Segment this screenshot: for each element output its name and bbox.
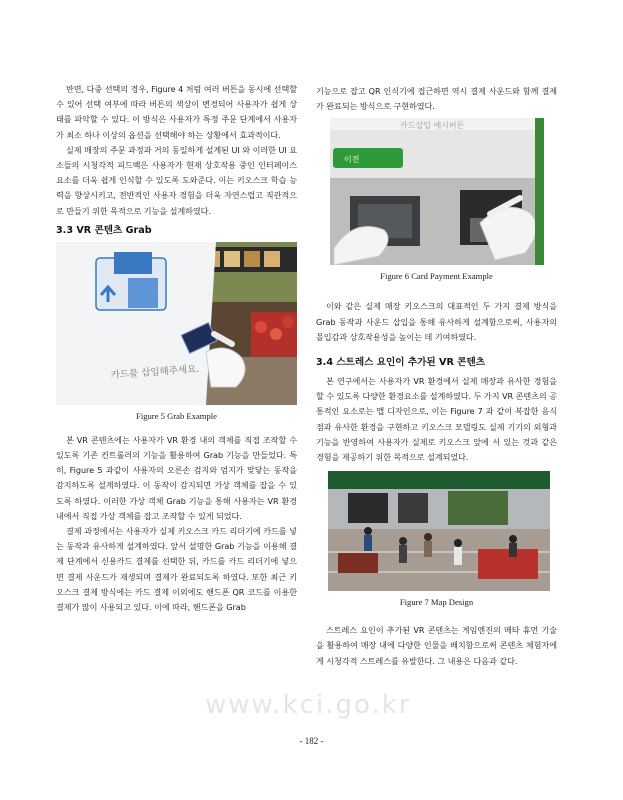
section-heading-3-4: 3.4 스트레스 요인이 추가된 VR 콘텐츠 (316, 357, 485, 369)
figure-7-caption: Figure 7 Map Design (399, 597, 474, 608)
body-paragraph: 이와 같은 실제 매장 키오스크의 대표적인 두 가지 결제 방식을 Grab 동작과 사운드 삽입을 통해 유사하게 설계함으로써, 사용자의 몰입감과 상호작용성을 높이는 데 기여하였다. (316, 301, 557, 342)
body-paragraph: 반면, 다중 선택의 경우, Figure 4 처럼 여러 버튼을 동시에 선택할 수 있어 선택 여부에 따라 버튼의 색상이 변경되어 사용자가 쉽게 상태를 파악할 수 있다. 이 방식은 사용자가 특정 주문 단계에서 사용자가 최소 하나 이상의 옵션을 선택해야 하는 상황에서 효과적이다. (56, 84, 297, 140)
watermark: www.kci.go.kr (205, 690, 412, 720)
body-paragraph: 본 연구에서는 사용자가 VR 환경에서 실제 매장과 유사한 경험을 할 수 있도록 다양한 환경요소를 설계하였다. 두 가지 VR 콘텐츠의 공통적인 요소로는 맵 디자인으로, 이는 Figure 7 과 같이 복잡한 음식점과 유사한 환경을 구현하고 키오스크 모델링도 실제 기기의 외형과 기능을 반영하여 사용자가 실제로 키오스크 앞에 서 있는 것과 같은 경험을 제공하기 위한 목적으로 설계되었다. (316, 376, 557, 463)
right-column (316, 84, 557, 669)
figure-7-image (328, 471, 550, 591)
figure-5-card-text: 카드를 삽입해주세요. (110, 363, 200, 381)
body-paragraph: 기능으로 잡고 QR 인식기에 접근하면 역시 결제 사운드와 함께 결제가 완료되는 방식으로 구현하였다. (316, 86, 557, 112)
figure-5-caption: Figure 5 Grab Example (136, 410, 217, 421)
figure-5-illustration (56, 242, 297, 405)
left-column (56, 82, 297, 615)
body-paragraph: 본 VR 콘텐츠에는 사용자가 VR 환경 내의 객체를 직접 조작할 수 있도록 기존 컨트롤러의 기능을 활용하여 Grab 기능을 만들었다. 특히, Figure 5 과같이 사용자의 오른손 검지와 엄지가 맞닿는 동작을 감지하도록 설계하였다. 이 동작이 감지되면 가상 객체를 잡을 수 있도록 하였다. 이러한 가상 객체 Grab 기능을 통해 사용자는 VR 환경 내에서 직접 가상 객체를 잡고 조작할 수 있게 되었다. (56, 434, 297, 521)
figure-7-illustration (328, 471, 550, 591)
body-paragraph: 실제 매장의 주문 과정과 거의 동일하게 설계된 UI 와 이러한 UI 요소들의 시청각적 피드백은 사용자가 현재 상호작용 중인 인터페이스 요소를 더욱 쉽게 인식할 수 있도록 도와준다. 이는 키오스크 학습 능력을 향상시키고, 전반적인 사용자 경험을 더욱 자연스럽고 직관적으로 만들기 위한 목적으로 기능을 설계하였다. (56, 144, 297, 216)
figure-6-image (330, 118, 544, 265)
figure-6-caption: Figure 6 Card Payment Example (380, 271, 493, 282)
page-number: - 182 - (299, 736, 324, 746)
body-paragraph: 스트레스 요인이 추가된 VR 콘텐츠는 게임엔진의 메타 휴먼 기술을 활용하여 매장 내에 다양한 인물을 배치함으로써 콘텐츠 체험자에게 시청각적 스트레스를 유발한다. 그 내용은 다음과 같다. (316, 625, 557, 666)
figure-5-image (56, 242, 297, 405)
figure-6-illustration (330, 118, 544, 265)
figure-6-screen-title: 카드삽입 예시버튼 (400, 121, 465, 131)
section-heading-3-3: 3.3 VR 콘텐츠 Grab (56, 224, 152, 236)
figure-6-button-label: 이전 (344, 155, 360, 165)
body-paragraph: 결제 과정에서는 사용자가 실제 키오스크 카드 리더기에 카드를 넣는 동작과 유사하게 설계하였다. 앞서 설명한 Grab 기능을 이용해 결제 단계에서 신용카드 결제를 선택한 뒤, 카드를 카드 리더기에 넣으면 결제 사운드가 재생되며 결제가 완료되도록 하였다. 또한 최근 키오스크 결제 방식에는 카드 결제 이외에도 핸드폰 QR 코드를 이용한 결제가 많이 사용되고 있다. 이에 따라, 핸드폰을 Grab (56, 526, 297, 613)
